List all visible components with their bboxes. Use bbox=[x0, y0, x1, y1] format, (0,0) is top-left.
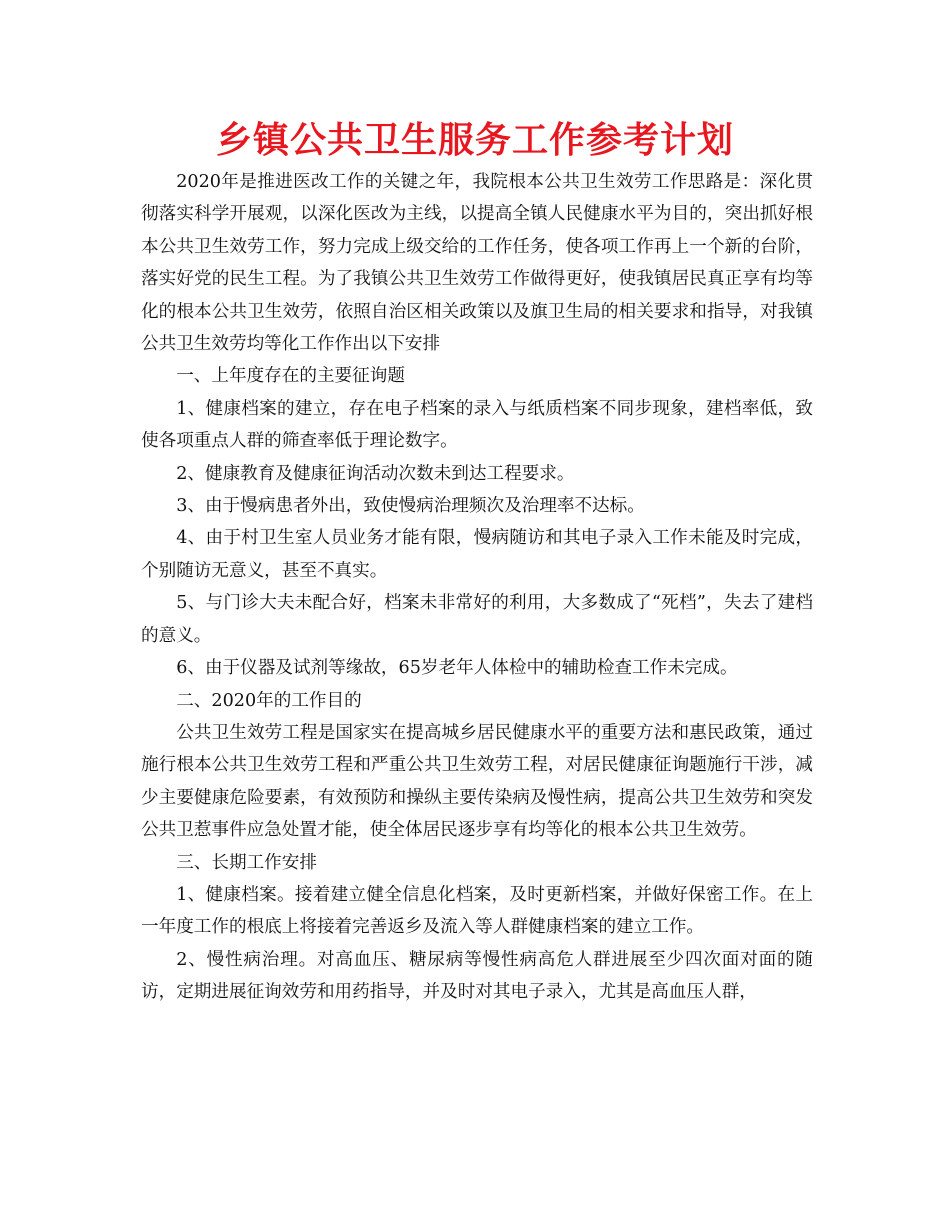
paragraph-issue-1: 1、健康档案的建立，存在电子档案的录入与纸质档案不同步现象，建档率低，致使各项重点人群的筛查率低于理论数字。 bbox=[141, 398, 813, 452]
paragraph-issue-5: 5、与门诊大夫未配合好，档案未非常好的利用，大多数成了“死档”，失去了建档的意义。 bbox=[141, 593, 813, 646]
document-body bbox=[141, 166, 813, 1009]
paragraph-goals: 公共卫生效劳工程是国家实在提高城乡居民健康水平的重要方法和惠民政策，通过施行根本公共卫生效劳工程和严重公共卫生效劳工程，对居民健康征询题施行干涉，减少主要健康危险要素，有效预防和操纵主要传染病及慢性病，提高公共卫生效劳和突发公共卫惹事件应急处置才能，使全体居民逐步享有均等化的根本公共卫生效劳。 bbox=[141, 722, 813, 841]
heading-section-2: 二、2020年的工作目的 bbox=[176, 690, 362, 711]
paragraph-issue-4: 4、由于村卫生室人员业务才能有限，慢病随访和其电子录入工作未能及时完成，个别随访无意义，甚至不真实。 bbox=[141, 528, 813, 581]
paragraph-issue-2: 2、健康教育及健康征询活动次数未到达工程要求。 bbox=[176, 463, 575, 484]
paragraph-issue-6: 6、由于仪器及试剂等缘故，65岁老年人体检中的辅助检查工作未完成。 bbox=[176, 658, 738, 679]
paragraph-plan-2: 2、慢性病治理。对高血压、糖尿病等慢性病高危人群进展至少四次面对面的随访，定期进展征询效劳和用药指导，并及时对其电子录入，尤其是高血压人群， bbox=[141, 949, 813, 1003]
paragraph-plan-1: 1、健康档案。接着建立健全信息化档案，及时更新档案，并做好保密工作。在上一年度工作的根底上将接着完善返乡及流入等人群健康档案的建立工作。 bbox=[141, 884, 813, 938]
paragraph-intro: 2020年是推进医改工作的关键之年，我院根本公共卫生效劳工作思路是：深化贯彻落实科学开展观，以深化医改为主线，以提高全镇人民健康水平为目的，突出抓好根本公共卫生效劳工作，努力完成上级交给的工作任务，使各项工作再上一个新的台阶，落实好党的民生工程。为了我镇公共卫生效劳工作做得更好，使我镇居民真正享有均等化的根本公共卫生效劳，依照自治区相关政策以及旗卫生局的相关要求和指导，对我镇公共卫生效劳均等化工作作出以下安排 bbox=[141, 172, 813, 355]
heading-section-1: 一、上年度存在的主要征询题 bbox=[176, 366, 405, 387]
paragraph-issue-3: 3、由于慢病患者外出，致使慢病治理频次及治理率不达标。 bbox=[176, 496, 645, 517]
document-title: 乡镇公共卫生服务工作参考计划 bbox=[215, 120, 734, 161]
heading-section-3: 三、长期工作安排 bbox=[176, 852, 317, 873]
